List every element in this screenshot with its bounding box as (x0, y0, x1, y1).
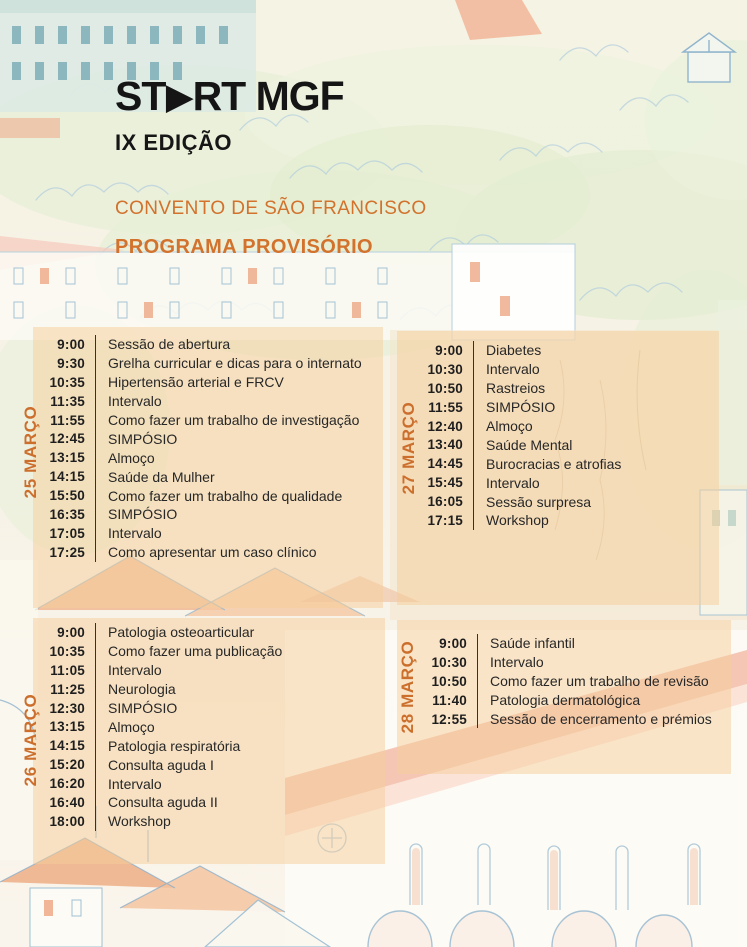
day-label-25-marco: 25 MARÇO (21, 405, 40, 499)
session-time: 16:35 (49, 506, 85, 522)
schedule-row (33, 411, 383, 430)
logo-start-mgf (115, 73, 427, 119)
schedule-row (33, 467, 383, 486)
schedule-row (33, 524, 383, 543)
session-title: Consulta aguda I (95, 755, 214, 774)
session-title: Almoço (95, 717, 155, 736)
edition-subtitle: IX EDIÇÃO (115, 130, 232, 155)
schedule-row (33, 623, 385, 642)
schedule-row (33, 543, 383, 562)
schedule-row (33, 505, 383, 524)
schedule-row (397, 454, 719, 473)
schedule-row (397, 653, 731, 672)
session-time: 13:40 (427, 437, 463, 453)
session-time: 11:05 (50, 662, 85, 678)
session-time: 15:20 (49, 757, 85, 773)
session-time: 18:00 (49, 813, 85, 829)
session-title: SIMPÓSIO (95, 429, 177, 448)
session-title: Neurologia (95, 680, 176, 699)
schedule-row (397, 435, 719, 454)
session-title: Burocracias e atrofias (473, 454, 621, 473)
session-time: 11:55 (50, 412, 85, 428)
schedule-row (33, 486, 383, 505)
logo-text-post: RT MGF (192, 73, 344, 119)
session-time: 9:30 (57, 355, 85, 371)
session-title: Como fazer uma publicação (95, 642, 282, 661)
schedule-row (33, 812, 385, 831)
schedule-row (33, 642, 385, 661)
session-title: Intervalo (477, 653, 544, 672)
venue-title: CONVENTO DE SÃO FRANCISCO (115, 198, 427, 219)
session-title: Como fazer um trabalho de revisão (477, 672, 709, 691)
session-title: Como fazer um trabalho de qualidade (95, 486, 342, 505)
session-time: 10:35 (49, 643, 85, 659)
session-title: Rastreios (473, 379, 545, 398)
logo-text-pre: ST (115, 73, 166, 119)
session-time: 14:45 (427, 456, 463, 472)
session-time: 10:50 (431, 673, 467, 689)
session-time: 14:15 (49, 738, 85, 754)
session-time: 10:30 (427, 361, 463, 377)
session-time: 16:05 (427, 494, 463, 510)
schedule-block-28-marco (397, 620, 731, 774)
session-title: Intervalo (473, 360, 540, 379)
schedule-row (33, 736, 385, 755)
day-label-27-marco: 27 MARÇO (399, 401, 418, 495)
session-title: Sessão de abertura (95, 335, 230, 354)
schedule-rows (33, 623, 385, 831)
schedule-row (33, 373, 383, 392)
session-title: Saúde infantil (477, 634, 575, 653)
schedule-rows (397, 634, 731, 728)
session-time: 11:25 (50, 681, 85, 697)
schedule-row (397, 672, 731, 691)
session-time: 15:50 (49, 488, 85, 504)
session-title: Intervalo (95, 774, 162, 793)
schedule-row (33, 793, 385, 812)
schedule-row (33, 680, 385, 699)
session-title: Sessão surpresa (473, 492, 591, 511)
session-title: Como fazer um trabalho de investigação (95, 411, 359, 430)
session-time: 9:00 (439, 635, 467, 651)
program-title: PROGRAMA PROVISÓRIO (115, 236, 373, 258)
schedule-row (33, 755, 385, 774)
session-time: 12:55 (431, 711, 467, 727)
session-time: 9:00 (57, 624, 85, 640)
schedule-block-25-marco (33, 327, 383, 608)
session-time: 16:20 (49, 776, 85, 792)
session-title: Intervalo (95, 661, 162, 680)
session-time: 9:00 (435, 342, 463, 358)
schedule-row (33, 354, 383, 373)
session-time: 12:40 (427, 418, 463, 434)
schedule-row (33, 448, 383, 467)
session-title: Intervalo (95, 392, 162, 411)
session-time: 10:35 (49, 374, 85, 390)
session-title: Patologia dermatológica (477, 691, 640, 710)
session-title: Workshop (473, 511, 549, 530)
session-title: Saúde Mental (473, 435, 572, 454)
session-title: Patologia osteoarticular (95, 623, 254, 642)
session-time: 17:15 (427, 512, 463, 528)
session-time: 10:30 (431, 654, 467, 670)
schedule-row (397, 360, 719, 379)
session-time: 13:15 (49, 450, 85, 466)
session-time: 17:25 (49, 544, 85, 560)
schedule-row (33, 699, 385, 718)
session-time: 15:45 (427, 475, 463, 491)
session-time: 11:55 (428, 399, 463, 415)
session-time: 13:15 (49, 719, 85, 735)
schedule-row (397, 398, 719, 417)
session-title: Almoço (473, 417, 533, 436)
schedule-row (397, 341, 719, 360)
session-title: SIMPÓSIO (95, 699, 177, 718)
schedule-row (397, 473, 719, 492)
schedule-row (397, 511, 719, 530)
session-title: Sessão de encerramento e prémios (477, 710, 712, 729)
day-label-26-marco: 26 MARÇO (21, 693, 40, 787)
schedule-row (397, 492, 719, 511)
session-time: 10:50 (427, 380, 463, 396)
schedule-rows (33, 335, 383, 562)
brand-header (115, 73, 427, 259)
session-title: Grelha curricular e dicas para o internato (95, 354, 362, 373)
session-title: Intervalo (95, 524, 162, 543)
session-title: Diabetes (473, 341, 541, 360)
session-time: 16:40 (49, 794, 85, 810)
schedule-row (33, 774, 385, 793)
session-time: 11:40 (432, 692, 467, 708)
schedule-rows (397, 341, 719, 530)
session-title: SIMPÓSIO (473, 398, 555, 417)
session-time: 17:05 (49, 525, 85, 541)
schedule-row (33, 717, 385, 736)
session-title: SIMPÓSIO (95, 505, 177, 524)
schedule-row (397, 710, 731, 729)
schedule-row (397, 379, 719, 398)
schedule-row (33, 392, 383, 411)
session-time: 11:35 (50, 393, 85, 409)
schedule-row (397, 417, 719, 436)
play-icon: ▶ (166, 78, 192, 116)
session-title: Hipertensão arterial e FRCV (95, 373, 284, 392)
schedule-row (397, 634, 731, 653)
session-title: Saúde da Mulher (95, 467, 215, 486)
schedule-row (33, 335, 383, 354)
session-title: Workshop (95, 812, 171, 831)
session-title: Patologia respiratória (95, 736, 240, 755)
session-time: 12:45 (49, 431, 85, 447)
session-title: Como apresentar um caso clínico (95, 543, 317, 562)
schedule-row (33, 661, 385, 680)
session-title: Almoço (95, 448, 155, 467)
schedule-block-27-marco (397, 331, 719, 605)
schedule-row (33, 429, 383, 448)
session-time: 12:30 (49, 700, 85, 716)
session-title: Consulta aguda II (95, 793, 218, 812)
session-title: Intervalo (473, 473, 540, 492)
day-label-28-marco: 28 MARÇO (398, 640, 417, 734)
session-time: 14:15 (49, 469, 85, 485)
schedule-block-26-marco (33, 618, 385, 864)
schedule-row (397, 691, 731, 710)
session-time: 9:00 (57, 336, 85, 352)
